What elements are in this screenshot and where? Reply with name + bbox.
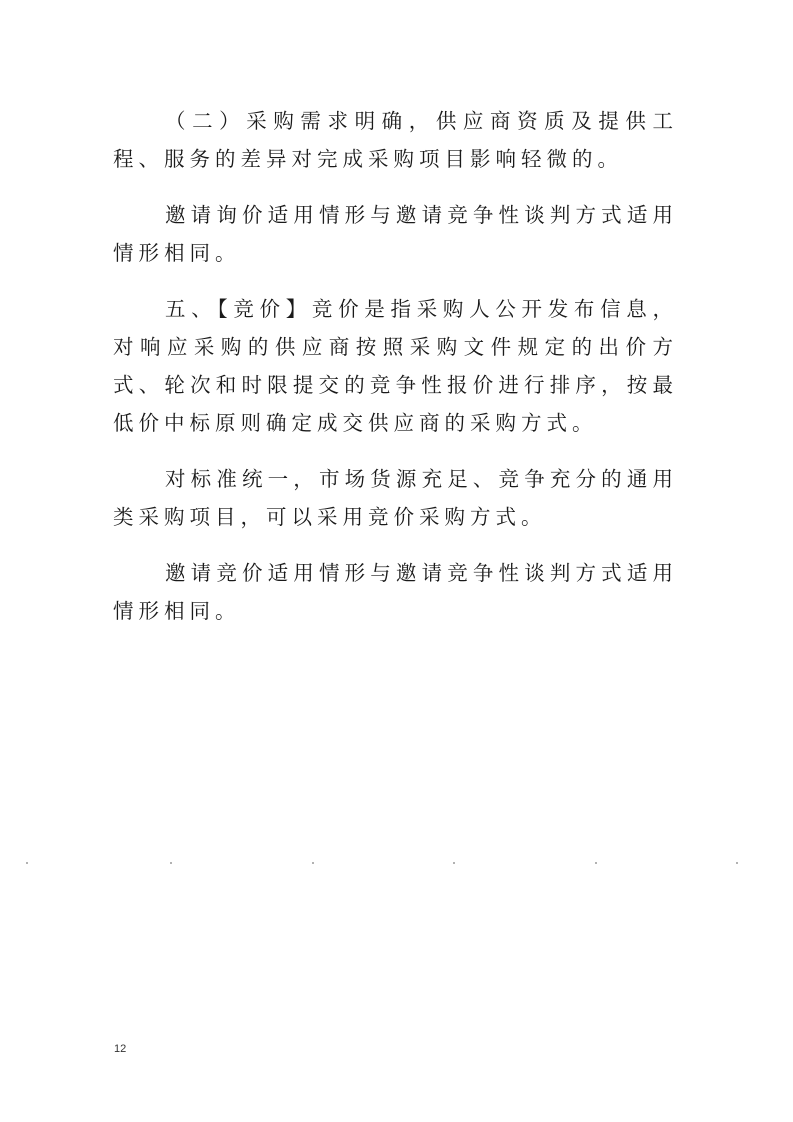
scan-speck xyxy=(312,862,314,864)
paragraph-procurement-clarity: （二）采购需求明确，供应商资质及提供工程、服务的差异对完成采购项目影响轻微的。 xyxy=(113,109,678,171)
scan-speck xyxy=(736,862,738,864)
paragraph-invited-inquiry: 邀请询价适用情形与邀请竞争性谈判方式适用情形相同。 xyxy=(113,203,678,265)
scan-speck xyxy=(26,862,28,864)
page-number: 12 xyxy=(114,1043,127,1055)
paragraph-bidding-definition: 五、【竞价】竞价是指采购人公开发布信息，对响应采购的供应商按照采购文件规定的出价方式、轮次和时限提交的竞争性报价进行排序，按最低价中标原则确定成交供应商的采购方式。 xyxy=(113,297,678,435)
document-body xyxy=(113,102,678,630)
paragraph-invited-bidding: 邀请竞价适用情形与邀请竞争性谈判方式适用情形相同。 xyxy=(113,561,678,623)
scan-speck xyxy=(595,862,597,864)
paragraph-bidding-applicability: 对标准统一，市场货源充足、竞争充分的通用类采购项目，可以采用竞价采购方式。 xyxy=(113,467,678,529)
scan-speck xyxy=(170,862,172,864)
scan-speckles xyxy=(0,860,793,866)
scan-speck xyxy=(453,862,455,864)
